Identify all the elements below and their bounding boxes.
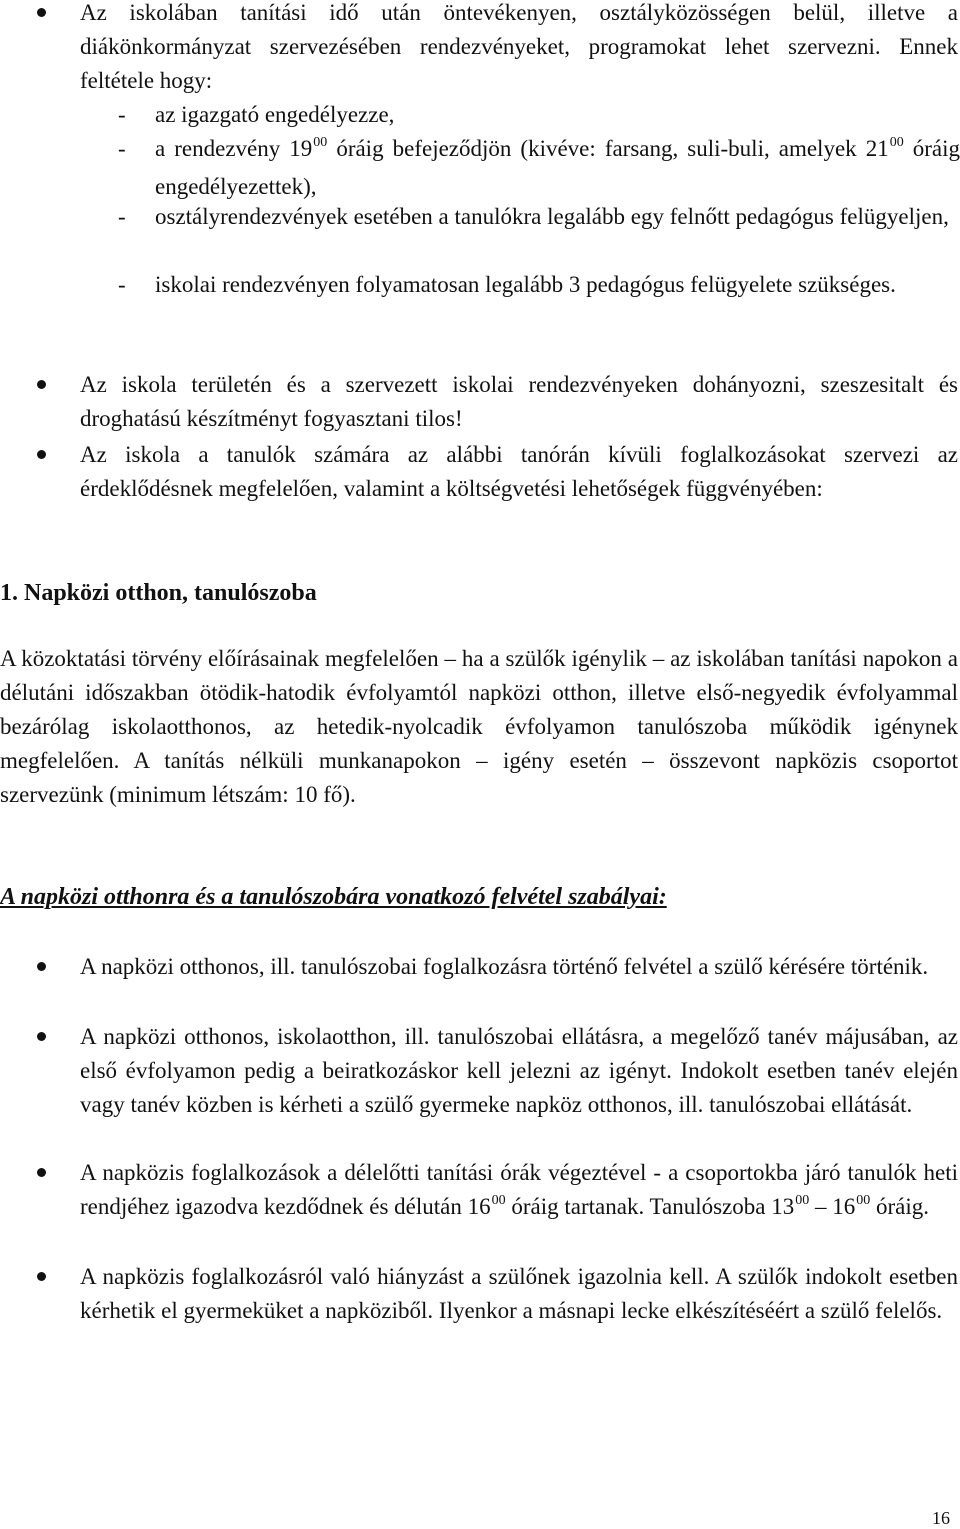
section-paragraph: A közoktatási törvény előírásainak megfelelően – ha a szülők igénylik – az iskolában tanítási napokon a délutáni időszakban ötödik-hatodik évfolyamtól napközi otthon, illetve első-negyedik évfolyammal bezárólag iskolaotthonos, az hetedik-nyolcadik évfolyamon tanulószoba működik igénynek megfelelően. A tanítás nélküli munkanapokon – igény esetén – összevont napközis csoportot szervezünk (minimum létszám: 10 fő). (0, 646, 958, 807)
rule-item: A napközis foglalkozásról való hiányzást a szülőnek igazolnia kell. A szülők indokolt esetben kérhetik el gyermeküket a napköziből. Ilyenkor a másnapi lecke elkészítéséért a szülő felelős. (80, 1264, 958, 1323)
bullet-icon (37, 1168, 46, 1177)
rules-heading: A napközi otthonra és a tanulószobára vonatkozó felvétel szabályai: (0, 884, 667, 910)
bullet-icon (37, 450, 46, 459)
rule-item: A napközi otthonos, ill. tanulószobai foglalkozásra történő felvétel a szülő kérésére történik. (80, 954, 929, 979)
condition-item: - az igazgató engedélyezze, (118, 102, 395, 127)
bullet-icon (37, 1272, 46, 1281)
condition-item: - a rendezvény $19^{00}$ óráig befejeződjön (kivéve: farsang, suli-buli, amelyek $21^{00}$ óráig engedélyezettek), (118, 135, 960, 199)
rule-item: A napközis foglalkozások a délelőtti tanítási órák végeztével - a csoportokba járó tanulók heti rendjéhez igazodva kezdődnek és délután $16^{00}$ óráig tartanak. Tanulószoba $13^{00} - 16^{00}$ óráig. (80, 1160, 958, 1219)
bullet-icon (37, 1032, 46, 1041)
condition-item: - iskolai rendezvényen folyamatosan legalább 3 pedagógus felügyelete szükséges. (118, 272, 896, 297)
smoking-rule: Az iskola területén és a szervezett iskolai rendezvényeken dohányozni, szeszesitalt és droghatású készítményt fogyasztani tilos! (80, 372, 958, 431)
condition-item: - osztályrendezvények esetében a tanulókra legalább egy felnőtt pedagógus felügyeljen, (118, 204, 949, 229)
intro-paragraph: Az iskolában tanítási idő után öntevékenyen, osztályközösségen belül, illetve a diákönkormányzat szervezésében rendezvényeket, programokat lehet szervezni. Ennek feltétele hogy: (80, 0, 958, 93)
page-number: 16 (932, 1508, 950, 1528)
bullet-icon (37, 962, 46, 971)
section-heading: 1. Napközi otthon, tanulószoba (0, 580, 317, 606)
bullet-icon (37, 8, 46, 17)
rule-item: A napközi otthonos, iskolaotthon, ill. tanulószobai ellátásra, a megelőző tanév májusában, az első évfolyamon pedig a beiratkozáskor kell jelezni az igényt. Indokolt esetben tanév elején vagy tanév közben is kérheti a szülő gyermeke napköz otthonos, ill. tanulószobai ellátását. (80, 1024, 958, 1117)
bullet-icon (37, 380, 46, 389)
activities-paragraph: Az iskola a tanulók számára az alábbi tanórán kívüli foglalkozásokat szervezi az érdeklődésnek megfelelően, valamint a költségvetési lehetőségek függvényében: (80, 442, 958, 501)
